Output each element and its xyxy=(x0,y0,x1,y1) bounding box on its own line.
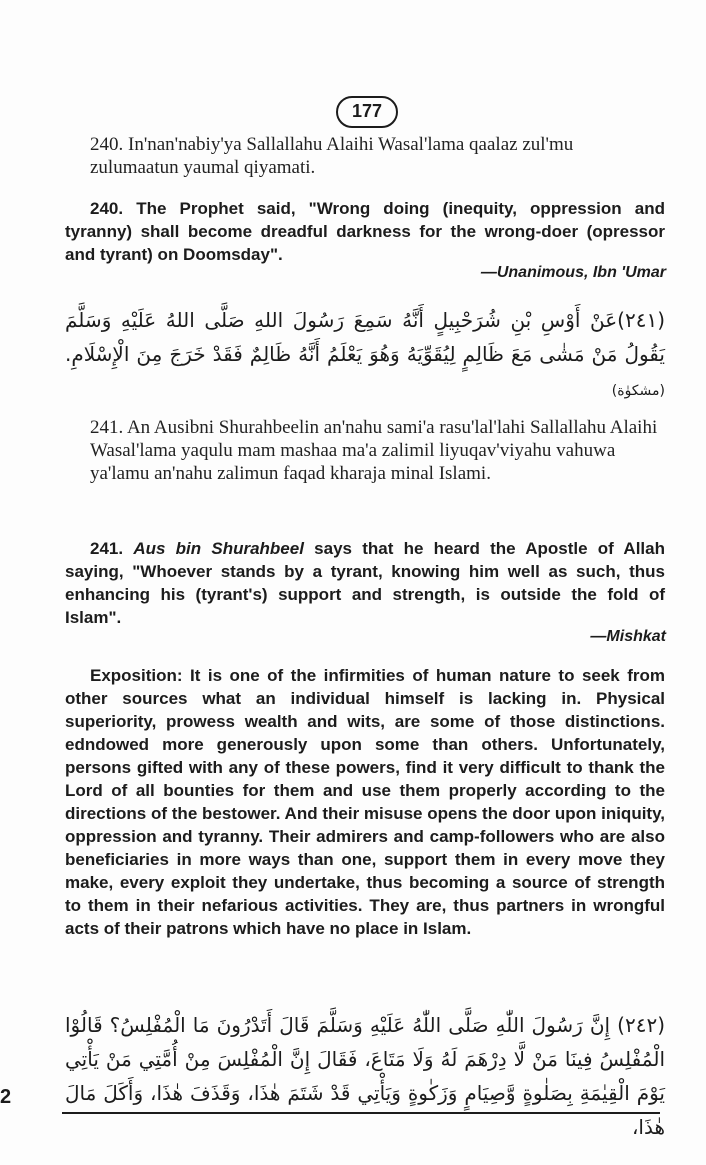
hadith-241-narrator: Aus bin Shurahbeel xyxy=(133,539,304,558)
margin-mark: 2 xyxy=(0,1086,12,1108)
hadith-241-arabic xyxy=(65,303,665,408)
hadith-241-arabic-reference: (مشكوٰة) xyxy=(611,383,665,399)
hadith-240-source: —Unanimous, Ibn 'Umar xyxy=(480,264,666,281)
hadith-241-arabic-text: (٢٤١)عَنْ أَوْسِ بْنِ شُرَحْبِيلٍ أَنَّهُ سَمِعَ رَسُولَ اللهِ صَلَّى اللهُ عَلَيْهِ وَسَلَّمَ يَقُولُ مَنْ مَشٰى مَعَ ظَالِمٍ لِيُقَوِّيَهُ وَهُوَ يَعْلَمُ أَنَّهُ ظَالِمٌ فَقَدْ خَرَجَ مِنَ الْإِسْلَامِ. xyxy=(65,308,665,366)
hadith-241-transliteration: 241. An Ausibni Shurahbeelin an'nahu sami'a rasu'lal'lahi Sallallahu Alaihi Wasal'lama yaqulu mam mashaa ma'a zalimil liyuqav'viyahu vahuwa ya'lamu an'nahu zalimun faqad kharaja minal Islami. xyxy=(90,417,658,484)
hadith-241-number: 241. xyxy=(90,539,124,558)
hadith-240-text: The Prophet said, "Wrong doing (inequity, oppression and tyranny) shall become dreadful darkness for the wrong-doer (opressor and tyrant) on Doomsday". xyxy=(65,199,665,264)
hadith-240-translation xyxy=(65,197,665,266)
hadith-241-text: says that he heard the Apostle of Allah saying, "Whoever stands by a tyrant, knowing him well as such, thus enhancing his (tyrant's) support and strength, is outside the fold of Islam". xyxy=(65,539,665,627)
hadith-240-transliteration: 240. In'nan'nabiy'ya Sallallahu Alaihi Wasal'lama qaalaz zul'mu zulumaatun yaumal qiyamati. xyxy=(90,134,574,178)
exposition-paragraph: Exposition: It is one of the infirmities of human nature to seek from other sources what an individual himself is lacking in. Physical superiority, prowess wealth and wits, are some of those distinctions. edndowed more generously upon some than others. Unfortunately, persons gifted with any of these powers, find it very difficult to thank the Lord of all bounties for them and use them properly according to the directions of the bestower. And their misuse opens the door upon iniquity, oppression and tyranny. Their admirers and camp-followers who are also beneficiaries in more ways than one, support them in every move they make, every exploit they undertake, thus becoming a source of strength to them in their nefarious activities. They are, thus partners in wrongful acts of their patrons which have no place in Islam. xyxy=(65,666,665,938)
hadith-241-source: —Mishkat xyxy=(590,628,666,645)
footer-rule xyxy=(62,1112,660,1114)
hadith-241-translation xyxy=(65,537,665,629)
hadith-242-arabic: (٢٤٢) إِنَّ رَسُولَ اللّٰهِ صَلَّى اللّٰهُ عَلَيْهِ وَسَلَّمَ قَالَ أَتَدْرُونَ مَا الْمُفْلِسُ؟ قَالُوْا الْمُفْلِسُ فِينَا مَنْ لَّا دِرْهَمَ لَهُ وَلَا مَتَاعَ، فَقَالَ إِنَّ الْمُفْلِسَ مِنْ أُمَّتِي مَنْ يَأْتِي يَوْمَ الْقِيٰمَةِ بِصَلٰوةٍ وَّصِيَامٍ وَزَكٰوةٍ وَيَأْتِي قَدْ شَتَمَ هٰذَا، وَقَذَفَ هٰذَا، وَأَكَلَ مَالَ هٰذَا، xyxy=(65,1013,665,1139)
hadith-240-number: 240. xyxy=(90,199,124,218)
page-number: 177 xyxy=(336,96,398,128)
